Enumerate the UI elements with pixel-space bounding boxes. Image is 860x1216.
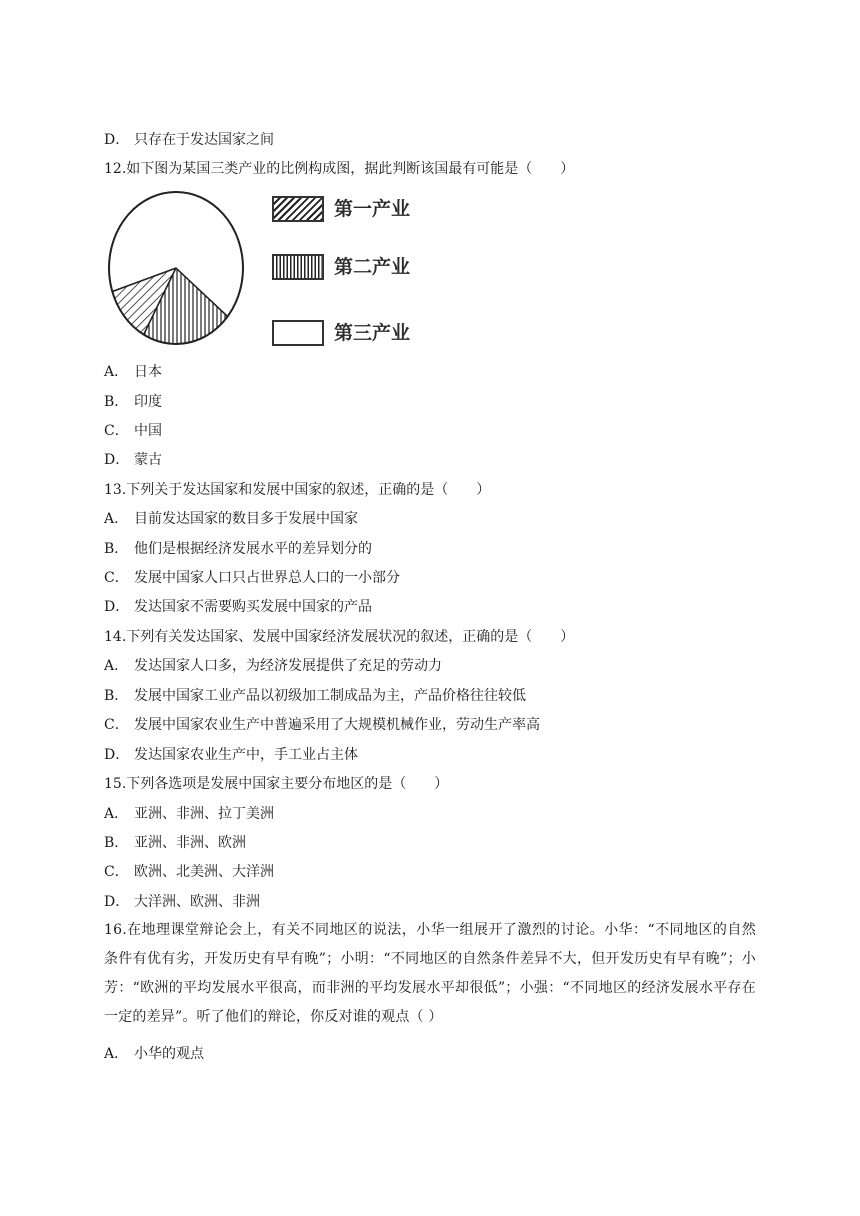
option-letter: A． bbox=[104, 1046, 129, 1062]
option-text: 他们是根据经济发展水平的差异划分的 bbox=[134, 541, 372, 557]
option-letter: B． bbox=[104, 835, 129, 851]
option-letter: B． bbox=[104, 688, 129, 704]
q14-option-a[interactable] bbox=[104, 656, 442, 676]
legend-swatch-vertical bbox=[272, 254, 324, 280]
industry-pie-chart bbox=[104, 190, 254, 360]
q15-option-c[interactable] bbox=[104, 862, 274, 882]
option-letter: C． bbox=[104, 570, 129, 586]
option-text: 蒙古 bbox=[134, 452, 162, 468]
option-letter: A． bbox=[104, 806, 129, 822]
option-text: 欧洲、北美洲、大洋洲 bbox=[134, 864, 274, 880]
option-text: 中国 bbox=[134, 423, 162, 439]
legend-swatch-diagonal bbox=[272, 196, 324, 222]
option-text: 发展中国家人口只占世界总人口的一小部分 bbox=[134, 570, 400, 586]
option-text: 日本 bbox=[134, 364, 162, 380]
option-letter: B． bbox=[104, 394, 129, 410]
q15-option-d[interactable] bbox=[104, 892, 260, 912]
q12-option-b[interactable] bbox=[104, 392, 162, 412]
option-letter: D． bbox=[104, 599, 130, 615]
q15-option-b[interactable] bbox=[104, 833, 246, 853]
q13-option-c[interactable] bbox=[104, 568, 400, 588]
option-text: 只存在于发达国家之间 bbox=[134, 132, 274, 148]
option-letter: C． bbox=[104, 864, 129, 880]
option-letter: A． bbox=[104, 364, 129, 380]
option-letter: D． bbox=[104, 747, 130, 763]
option-letter: A． bbox=[104, 511, 129, 527]
option-text: 印度 bbox=[134, 394, 162, 410]
option-text: 发展中国家工业产品以初级加工制成品为主，产品价格往往较低 bbox=[134, 688, 526, 704]
question-13-stem: 13.下列关于发达国家和发展中国家的叙述，正确的是（ ） bbox=[104, 482, 491, 498]
q12-option-d[interactable] bbox=[104, 450, 162, 470]
option-text: 发达国家农业生产中，手工业占主体 bbox=[134, 747, 358, 763]
q14-option-c[interactable] bbox=[104, 715, 540, 735]
legend-label: 第三产业 bbox=[334, 322, 411, 344]
option-text: 发展中国家农业生产中普遍采用了大规模机械作业，劳动生产率高 bbox=[134, 717, 540, 733]
option-letter: D． bbox=[104, 894, 130, 910]
legend-label: 第二产业 bbox=[334, 256, 411, 278]
option-text: 亚洲、非洲、欧洲 bbox=[134, 835, 246, 851]
q12-option-a[interactable] bbox=[104, 362, 162, 382]
option-letter: C． bbox=[104, 717, 129, 733]
option-text: 亚洲、非洲、拉丁美洲 bbox=[134, 806, 274, 822]
option-letter: C． bbox=[104, 423, 129, 439]
option-text: 目前发达国家的数目多于发展中国家 bbox=[134, 511, 358, 527]
q13-option-d[interactable] bbox=[104, 597, 372, 617]
q16-option-a[interactable] bbox=[104, 1044, 204, 1064]
industry-structure-figure bbox=[104, 190, 424, 360]
option-text: 发达国家不需要购买发展中国家的产品 bbox=[134, 599, 372, 615]
q13-option-a[interactable] bbox=[104, 509, 358, 529]
option-text: 大洋洲、欧洲、非洲 bbox=[134, 894, 260, 910]
q14-option-b[interactable] bbox=[104, 686, 526, 706]
q12-option-c[interactable] bbox=[104, 421, 162, 441]
q14-option-d[interactable] bbox=[104, 745, 358, 765]
option-text: 小华的观点 bbox=[134, 1046, 204, 1062]
question-14-stem: 14.下列有关发达国家、发展中国家经济发展状况的叙述，正确的是（ ） bbox=[104, 629, 575, 645]
question-15-stem: 15.下列各选项是发展中国家主要分布地区的是（ ） bbox=[104, 776, 449, 792]
option-letter: B． bbox=[104, 541, 129, 557]
question-12-stem: 12.如下图为某国三类产业的比例构成图，据此判断该国最有可能是（ ） bbox=[104, 161, 575, 177]
option-letter: A． bbox=[104, 658, 129, 674]
option-letter: D． bbox=[104, 452, 130, 468]
option-d-prev bbox=[104, 130, 274, 150]
option-text: 发达国家人口多，为经济发展提供了充足的劳动力 bbox=[134, 658, 442, 674]
option-letter: D． bbox=[104, 132, 130, 148]
legend-swatch-blank bbox=[272, 320, 324, 346]
question-16-stem: 16.在地理课堂辩论会上，有关不同地区的说法，小华一组展开了激烈的讨论。小华：“不同地区的自然条件有优有劣，开发历史有早有晚”；小明：“不同地区的自然条件差异不大，但开发历史有早有晚”；小芳：“欧洲的平均发展水平很高，而非洲的平均发展水平却很低”；小强：“不同地区的经济发展水平存在一定的差异”。听了他们的辩论，你反对谁的观点（ ） bbox=[104, 922, 756, 1025]
legend-label: 第一产业 bbox=[334, 198, 411, 220]
q13-option-b[interactable] bbox=[104, 539, 372, 559]
q15-option-a[interactable] bbox=[104, 804, 274, 824]
